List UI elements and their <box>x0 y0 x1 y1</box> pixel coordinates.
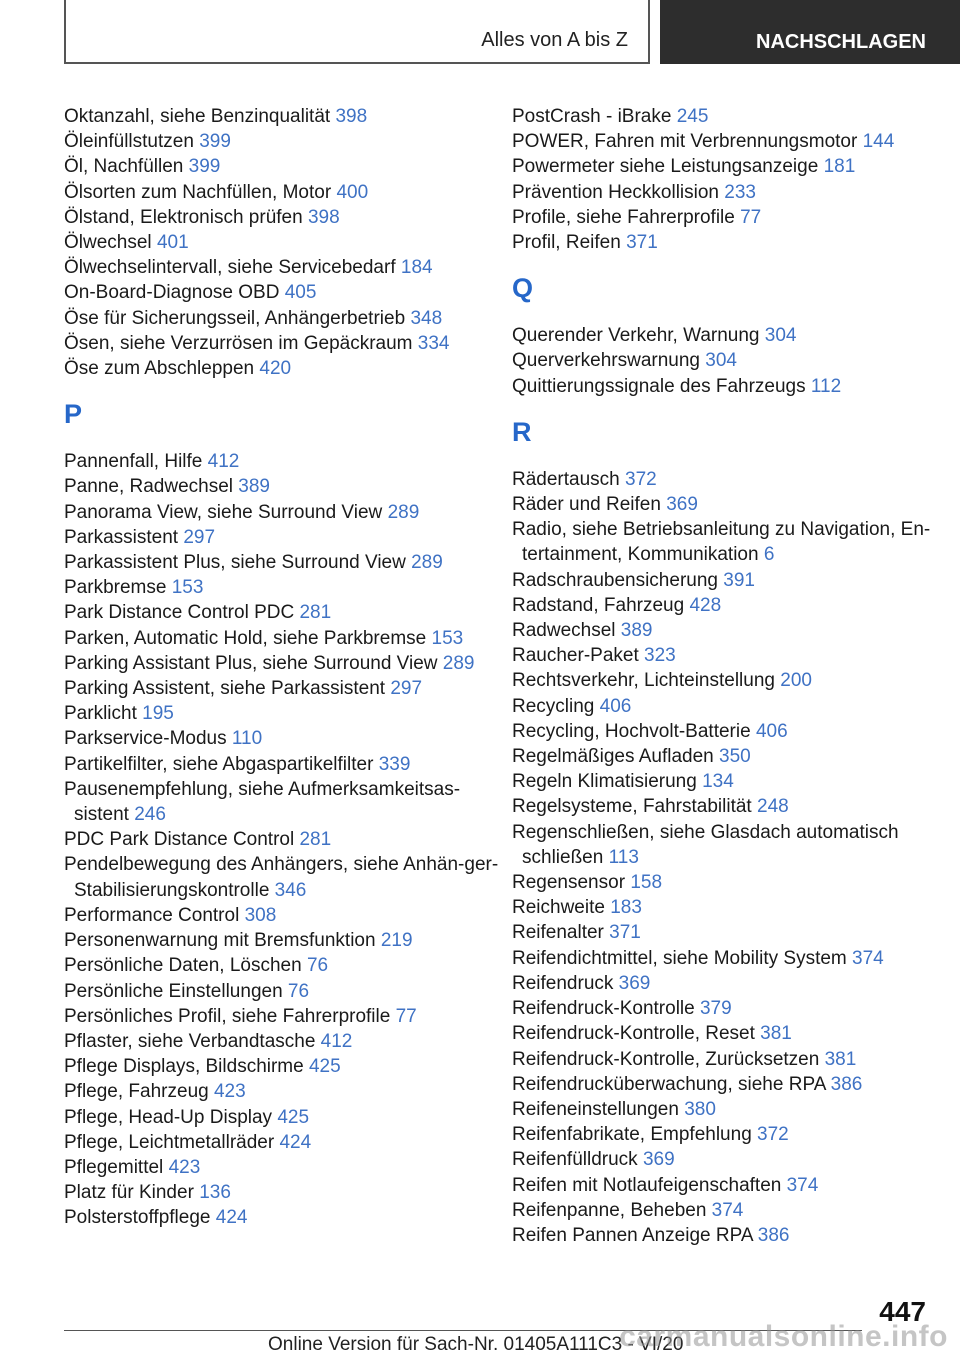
index-entry <box>512 1122 952 1147</box>
page-reference-link[interactable]: 181 <box>823 156 856 178</box>
index-entry <box>64 827 504 852</box>
index-entry-text: Raucher-Paket <box>512 645 639 667</box>
index-entry-text: Pflaster, siehe Verbandtasche <box>64 1030 316 1052</box>
page-reference-link[interactable]: 289 <box>411 552 443 574</box>
index-entry <box>64 449 504 474</box>
page-reference-link[interactable]: 110 <box>231 728 263 750</box>
index-entry <box>512 1198 952 1223</box>
index-entry <box>512 971 952 996</box>
index-entry <box>512 643 952 668</box>
page-reference-link[interactable]: 386 <box>757 1224 790 1246</box>
index-entry-text: Reifendrucküberwachung, siehe RPA <box>512 1073 826 1095</box>
index-entry <box>64 777 504 827</box>
index-entry <box>512 180 952 205</box>
page-reference-link[interactable]: 405 <box>284 282 317 304</box>
page-reference-link[interactable]: 412 <box>320 1030 353 1052</box>
page-reference-link[interactable]: 6 <box>763 544 775 566</box>
index-entry-text: Pannenfall, Hilfe <box>64 451 203 473</box>
index-entry <box>512 492 952 517</box>
page-reference-link[interactable]: 308 <box>244 904 277 926</box>
index-entry-text: Reifenfülldruck <box>512 1149 638 1171</box>
index-entry-text: Öse für Sicherungsseil, Anhängerbetrieb <box>64 307 406 329</box>
index-entry <box>64 651 504 676</box>
index-entry <box>64 474 504 499</box>
page-reference-link[interactable]: 334 <box>417 332 450 354</box>
page-reference-link[interactable]: 195 <box>142 703 174 725</box>
page-reference-link[interactable]: 113 <box>608 846 639 868</box>
index-entry <box>512 467 952 492</box>
page-reference-link[interactable]: 77 <box>395 1005 417 1027</box>
index-entry-text: Pausenempfehlung, siehe Aufmerksamkeitsas-sistent <box>64 778 461 826</box>
page-reference-link[interactable]: 112 <box>810 375 842 397</box>
index-entry-text: Persönliche Einstellungen <box>64 980 283 1002</box>
index-entry <box>512 1072 952 1097</box>
index-entry-text: POWER, Fahren mit Verbrennungsmotor <box>512 131 858 153</box>
index-entry-text: Parklicht <box>64 703 137 725</box>
index-entry <box>64 356 504 381</box>
page-reference-link[interactable]: 424 <box>215 1207 248 1229</box>
index-entry <box>512 920 952 945</box>
index-entry-text: Rädertausch <box>512 468 620 490</box>
index-letter-heading: P <box>64 399 83 430</box>
page-number: 447 <box>879 1296 926 1327</box>
page-reference-link[interactable]: 400 <box>336 181 369 203</box>
index-entry <box>64 752 504 777</box>
section-header-tab <box>64 0 650 64</box>
page-reference-link[interactable]: 374 <box>711 1199 744 1221</box>
index-entry-text: Regelmäßiges Aufladen <box>512 746 714 768</box>
index-entry-text: PDC Park Distance Control <box>64 829 295 851</box>
index-entry-text: Regenschließen, siehe Glasdach automatisch schließen <box>512 821 904 868</box>
index-entry-text: Reifendruck-Kontrolle, Zurücksetzen <box>512 1048 820 1070</box>
index-entry-text: Prävention Heckkollision <box>512 181 719 203</box>
index-entry <box>64 928 504 953</box>
index-entry-text: Profile, siehe Fahrerprofile <box>512 206 735 228</box>
page-reference-link[interactable]: 399 <box>199 131 231 153</box>
page-reference-link[interactable]: 200 <box>780 670 812 692</box>
page-reference-link[interactable]: 153 <box>431 627 464 649</box>
index-entry <box>64 600 504 625</box>
page-reference-link[interactable]: 76 <box>287 980 310 1002</box>
page-reference-link[interactable]: 323 <box>644 645 676 667</box>
index-entry-text: Persönliche Daten, Löschen <box>64 955 302 977</box>
index-entry <box>512 374 952 399</box>
page-reference-link[interactable]: 374 <box>786 1174 819 1196</box>
page-reference-link[interactable]: 369 <box>642 1149 675 1171</box>
page-reference-link[interactable]: 77 <box>740 206 762 228</box>
index-entry <box>512 996 952 1021</box>
page-reference-link[interactable]: 248 <box>757 796 789 818</box>
index-entry-text: Polsterstoffpflege <box>64 1207 211 1229</box>
index-entry <box>64 331 504 356</box>
page-reference-link[interactable]: 339 <box>378 753 411 775</box>
page-reference-link[interactable]: 372 <box>757 1124 789 1146</box>
index-entry-text: Radstand, Fahrzeug <box>512 594 685 616</box>
index-entry <box>64 205 504 230</box>
index-entry <box>512 154 952 179</box>
page-reference-link[interactable]: 219 <box>380 930 413 952</box>
page-reference-link[interactable]: 289 <box>387 501 420 523</box>
index-entry-text: Pflege, Head-Up Display <box>64 1106 273 1128</box>
index-entry-text: Persönliches Profil, siehe Fahrerprofile <box>64 1005 391 1027</box>
index-entry <box>512 230 952 255</box>
index-entry-text: Parkassistent <box>64 526 179 548</box>
index-entry-text: Reichweite <box>512 897 605 919</box>
index-entry-text: Radschraubensicherung <box>512 569 718 591</box>
index-entry-text: PostCrash - iBrake <box>512 106 672 127</box>
index-entry-text: Parkservice-Modus <box>64 728 227 750</box>
index-entry-text: Quittierungssignale des Fahrzeugs <box>512 375 806 397</box>
index-entry <box>512 895 952 920</box>
index-entry <box>512 517 952 567</box>
index-entry-text: Reifen mit Notlaufeigenschaften <box>512 1174 782 1196</box>
index-entry <box>64 1155 504 1180</box>
online-version-note: Online Version für Sach-Nr. 01405A111C3 - VI/20 <box>268 1334 684 1355</box>
index-entry-text: Querender Verkehr, Warnung <box>512 325 760 347</box>
page-reference-link[interactable]: 389 <box>620 620 653 642</box>
section-title: Alles von A bis Z <box>481 29 628 51</box>
index-entry <box>64 953 504 978</box>
index-letter-heading: Q <box>512 273 534 304</box>
index-entry <box>512 568 952 593</box>
page-reference-link[interactable]: 374 <box>852 947 884 969</box>
index-entry <box>512 820 952 870</box>
page-reference-link[interactable]: 386 <box>830 1073 863 1095</box>
page-reference-link[interactable]: 369 <box>666 494 698 516</box>
page-reference-link[interactable]: 346 <box>274 879 307 901</box>
index-entry-text: Reifendichtmittel, siehe Mobility System <box>512 947 847 969</box>
index-entry <box>512 1147 952 1172</box>
index-entry-text: Parken, Automatic Hold, siehe Parkbremse <box>64 627 427 649</box>
page-reference-link[interactable]: 398 <box>335 106 368 127</box>
index-entry <box>512 1047 952 1072</box>
page-reference-link[interactable]: 398 <box>307 206 340 228</box>
index-entry-text: Reifeneinstellungen <box>512 1098 679 1120</box>
page-reference-link[interactable]: 372 <box>625 468 657 490</box>
index-entry-text: Powermeter siehe Leistungsanzeige <box>512 156 819 178</box>
page-reference-link[interactable]: 297 <box>390 678 423 700</box>
index-entry <box>64 230 504 255</box>
index-entry <box>64 500 504 525</box>
index-entry <box>64 1130 504 1155</box>
page-reference-link[interactable]: 233 <box>724 181 756 203</box>
index-entry <box>64 550 504 575</box>
page-reference-link[interactable]: 381 <box>760 1023 792 1045</box>
index-entry-text: Öl, Nachfüllen <box>64 156 184 178</box>
index-entry <box>512 1223 952 1248</box>
index-entry <box>64 852 504 902</box>
index-entry-text: Pflege, Leichtmetallräder <box>64 1131 275 1153</box>
page-reference-link[interactable]: 428 <box>689 594 722 616</box>
page-reference-link[interactable]: 406 <box>599 695 632 717</box>
index-entry <box>64 626 504 651</box>
index-entry <box>512 870 952 895</box>
index-entry <box>64 903 504 928</box>
index-entry <box>512 719 952 744</box>
index-letter-heading: R <box>512 416 532 447</box>
index-entry-text: Radio, siehe Betriebsanleitung zu Navigation, En-tertainment, Kommunikation <box>512 519 931 566</box>
page-reference-link[interactable]: 379 <box>699 998 732 1020</box>
index-entry-text: Panorama View, siehe Surround View <box>64 501 383 523</box>
index-entry <box>512 348 952 373</box>
index-entry-text: Radwechsel <box>512 620 616 642</box>
page-reference-link[interactable]: 281 <box>299 829 332 851</box>
index-entry <box>64 1029 504 1054</box>
page-reference-link[interactable]: 423 <box>168 1156 201 1178</box>
index-entry-text: Öleinfüllstutzen <box>64 131 194 153</box>
page-reference-link[interactable]: 304 <box>705 350 737 372</box>
index-entry-text: Ölwechsel <box>64 232 152 254</box>
page-reference-link[interactable]: 389 <box>238 476 270 498</box>
index-entry-text: Parking Assistant Plus, siehe Surround View <box>64 652 438 674</box>
page-reference-link[interactable]: 406 <box>755 720 788 742</box>
page-reference-link[interactable]: 246 <box>134 804 166 826</box>
index-entry-text: Reifendruck-Kontrolle <box>512 998 695 1020</box>
page-reference-link[interactable]: 281 <box>299 602 332 624</box>
index-entry-text: Räder und Reifen <box>512 494 661 516</box>
index-entry <box>64 979 504 1004</box>
page-reference-link[interactable]: 297 <box>183 526 216 548</box>
index-column-right <box>512 104 952 1248</box>
index-entry-text: Profil, Reifen <box>512 232 621 254</box>
watermark: carmanualsonline.info <box>619 1320 948 1353</box>
index-entry <box>512 1173 952 1198</box>
index-entry <box>64 676 504 701</box>
index-entry-text: Partikelfilter, siehe Abgaspartikelfilter <box>64 753 374 775</box>
index-column-left <box>64 104 504 1231</box>
index-entry <box>512 1021 952 1046</box>
page-reference-link[interactable]: 369 <box>618 972 651 994</box>
index-entry <box>512 593 952 618</box>
index-entry-text: Parkbremse <box>64 577 167 599</box>
index-entry <box>64 575 504 600</box>
index-entry <box>512 618 952 643</box>
index-entry-text: Pflege, Fahrzeug <box>64 1081 209 1103</box>
index-entry-text: Park Distance Control PDC <box>64 602 295 624</box>
index-entry-text: Pflegemittel <box>64 1156 164 1178</box>
index-entry <box>512 794 952 819</box>
index-entry-text: On-Board-Diagnose OBD <box>64 282 280 304</box>
index-entry-text: Rechtsverkehr, Lichteinstellung <box>512 670 775 692</box>
index-entry <box>64 180 504 205</box>
page-reference-link[interactable]: 381 <box>824 1048 857 1070</box>
index-entry <box>64 1004 504 1029</box>
index-entry-text: Regelsysteme, Fahrstabilität <box>512 796 752 818</box>
index-entry-text: Reifenpanne, Beheben <box>512 1199 707 1221</box>
index-entry-text: Panne, Radwechsel <box>64 476 233 498</box>
index-entry <box>64 726 504 751</box>
page-reference-link[interactable]: 425 <box>277 1106 310 1128</box>
page-reference-link[interactable]: 304 <box>764 325 797 347</box>
index-entry-text: Reifenfabrikate, Empfehlung <box>512 1124 752 1146</box>
index-entry-text: Reifen Pannen Anzeige RPA <box>512 1224 753 1246</box>
page-reference-link[interactable]: 76 <box>306 955 329 977</box>
index-entry-text: Oktanzahl, siehe Benzinqualität <box>64 106 331 127</box>
index-entry <box>64 1054 504 1079</box>
chapter-title: NACHSCHLAGEN <box>756 31 926 53</box>
page-reference-link[interactable]: 183 <box>610 897 642 919</box>
index-entry-text: Performance Control <box>64 904 240 926</box>
index-entry-text: Öse zum Abschleppen <box>64 358 255 380</box>
index-entry <box>64 104 504 129</box>
page-reference-link[interactable]: 245 <box>676 106 709 127</box>
page-reference-link[interactable]: 424 <box>279 1131 312 1153</box>
index-entry <box>64 1205 504 1230</box>
page-reference-link[interactable]: 136 <box>199 1182 231 1204</box>
index-entry <box>512 946 952 971</box>
index-entry-text: Pendelbewegung des Anhängers, siehe Anhän-ger-Stabilisierungskontrolle <box>64 854 499 901</box>
index-entry-text: Parking Assistent, siehe Parkassistent <box>64 678 386 700</box>
index-entry <box>64 1180 504 1205</box>
index-entry-text: Platz für Kinder <box>64 1182 194 1204</box>
page-reference-link[interactable]: 158 <box>630 872 663 894</box>
index-entry <box>64 701 504 726</box>
page-reference-link[interactable]: 153 <box>171 577 204 599</box>
index-entry-text: Reifendruck-Kontrolle, Reset <box>512 1023 755 1045</box>
index-entry-text: Ösen, siehe Verzurrösen im Gepäckraum <box>64 332 413 354</box>
page-reference-link[interactable]: 399 <box>188 156 221 178</box>
index-entry <box>512 769 952 794</box>
index-entry <box>512 104 952 129</box>
index-entry-text: Recycling, Hochvolt-Batterie <box>512 720 751 742</box>
index-entry-text: Reifenalter <box>512 922 604 944</box>
index-entry-text: Ölsorten zum Nachfüllen, Motor <box>64 181 332 203</box>
index-entry-text: Querverkehrswarnung <box>512 350 700 372</box>
index-entry <box>64 255 504 280</box>
index-entry <box>64 154 504 179</box>
page-reference-link[interactable]: 134 <box>702 771 734 793</box>
index-entry <box>64 525 504 550</box>
page-reference-link[interactable]: 391 <box>723 569 755 591</box>
index-entry-text: Regeln Klimatisierung <box>512 771 697 793</box>
index-entry <box>64 1105 504 1130</box>
index-entry <box>64 1079 504 1104</box>
index-entry-text: Ölstand, Elektronisch prüfen <box>64 206 303 228</box>
page-reference-link[interactable]: 348 <box>410 307 443 329</box>
page-reference-link[interactable]: 401 <box>156 232 189 254</box>
index-entry-text: Regensensor <box>512 872 626 894</box>
page-reference-link[interactable]: 144 <box>862 131 895 153</box>
index-entry <box>512 129 952 154</box>
page-reference-link[interactable]: 371 <box>626 232 658 254</box>
page-reference-link[interactable]: 289 <box>442 652 475 674</box>
index-entry <box>64 306 504 331</box>
page-reference-link[interactable]: 412 <box>207 451 240 473</box>
index-entry <box>512 1097 952 1122</box>
page-reference-link[interactable]: 184 <box>400 257 433 279</box>
index-entry-text: Parkassistent Plus, siehe Surround View <box>64 552 406 574</box>
index-entry <box>64 129 504 154</box>
index-entry-text: Reifendruck <box>512 972 614 994</box>
page-reference-link[interactable]: 420 <box>259 358 292 380</box>
index-entry <box>512 668 952 693</box>
page-reference-link[interactable]: 350 <box>719 746 751 768</box>
index-entry <box>64 280 504 305</box>
index-entry-text: Recycling <box>512 695 595 717</box>
index-entry-text: Personenwarnung mit Bremsfunktion <box>64 930 376 952</box>
page-reference-link[interactable]: 380 <box>684 1098 716 1120</box>
chapter-header-tab <box>660 0 960 64</box>
index-entry-text: Pflege Displays, Bildschirme <box>64 1056 304 1078</box>
index-entry <box>512 694 952 719</box>
page-reference-link[interactable]: 423 <box>213 1081 246 1103</box>
page-reference-link[interactable]: 425 <box>308 1056 341 1078</box>
page-reference-link[interactable]: 371 <box>609 922 641 944</box>
index-entry <box>512 205 952 230</box>
index-entry-text: Ölwechselintervall, siehe Servicebedarf <box>64 257 396 279</box>
index-entry <box>512 323 952 348</box>
index-entry <box>512 744 952 769</box>
